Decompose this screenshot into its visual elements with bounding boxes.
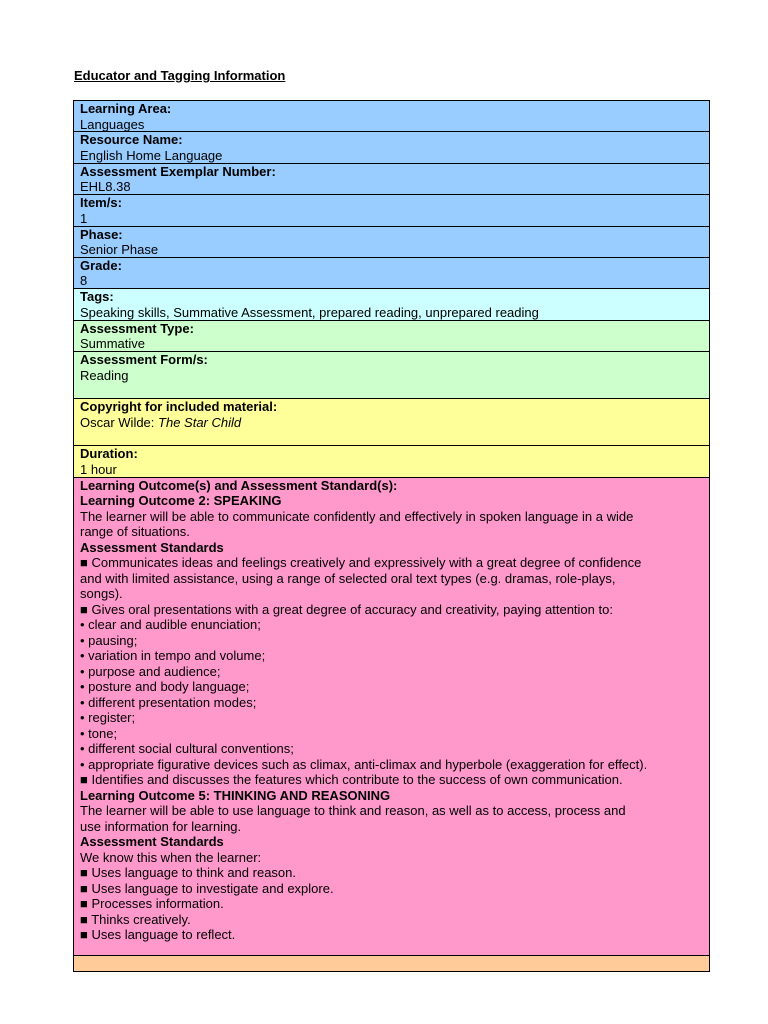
lo2-bullet: • tone; <box>80 725 118 741</box>
lo5-desc-2: use information for learning. <box>80 818 242 834</box>
exemplar-number-value: EHL8.38 <box>80 179 131 195</box>
lo2-as-title: Assessment Standards <box>80 539 224 555</box>
lo2-bullet: • appropriate figurative devices such as climax, anti-climax and hyperbole (exaggeration for effect). <box>80 756 648 772</box>
phase-value: Senior Phase <box>80 242 159 258</box>
lo5-title: Learning Outcome 5: THINKING AND REASONING <box>80 787 391 803</box>
row-phase <box>74 227 709 258</box>
lo2-bullet: • different presentation modes; <box>80 694 257 710</box>
row-exemplar-number <box>74 164 709 195</box>
tags-label: Tags: <box>80 289 114 305</box>
grade-value: 8 <box>80 273 88 289</box>
learning-area-label: Learning Area: <box>80 101 172 116</box>
exemplar-number-label: Assessment Exemplar Number: <box>80 163 276 179</box>
tags-value: Speaking skills, Summative Assessment, prepared reading, unprepared reading <box>80 304 539 320</box>
lo5-intro: We know this when the learner: <box>80 849 262 865</box>
lo2-bullet: • register; <box>80 710 136 726</box>
assessment-forms-value: Reading <box>80 367 129 383</box>
duration-value: 1 hour <box>80 461 117 477</box>
row-assessment-forms <box>74 352 709 399</box>
lo2-bullet: • clear and audible enunciation; <box>80 617 261 633</box>
row-outcomes <box>74 478 709 956</box>
items-value: 1 <box>80 210 88 226</box>
lo2-bullet: • different social cultural conventions; <box>80 741 294 757</box>
row-copyright <box>74 399 709 446</box>
row-empty-footer <box>74 956 709 971</box>
lo5-item: ■ Thinks creatively. <box>80 911 191 927</box>
assessment-type-label: Assessment Type: <box>80 320 194 336</box>
outcomes-label: Learning Outcome(s) and Assessment Standard(s): <box>80 477 398 493</box>
assessment-forms-label: Assessment Form/s: <box>80 352 208 368</box>
lo2-bullet: • variation in tempo and volume; <box>80 648 266 664</box>
lo2-bullet: • posture and body language; <box>80 679 250 695</box>
lo5-item: ■ Uses language to reflect. <box>80 927 236 943</box>
lo2-as1-1: ■ Communicates ideas and feelings creatively and expressively with a great degree of confidence <box>80 555 642 571</box>
page-heading: Educator and Tagging Information <box>74 68 286 83</box>
copyright-title: The Star Child <box>158 414 242 430</box>
learning-area-value: Languages <box>80 116 145 132</box>
lo2-title: Learning Outcome 2: SPEAKING <box>80 493 282 509</box>
items-label: Item/s: <box>80 195 122 211</box>
grade-label: Grade: <box>80 257 122 273</box>
row-resource-name <box>74 132 709 163</box>
assessment-type-value: Summative <box>80 336 146 352</box>
lo2-as1-3: songs). <box>80 586 123 602</box>
row-grade <box>74 258 709 289</box>
phase-label: Phase: <box>80 226 123 242</box>
row-items <box>74 195 709 226</box>
row-learning-area <box>74 101 709 132</box>
lo2-as3: ■ Identifies and discusses the features which contribute to the success of own communication. <box>80 772 623 788</box>
resource-name-value: English Home Language <box>80 147 223 163</box>
duration-label: Duration: <box>80 446 138 462</box>
lo2-bullet: • purpose and audience; <box>80 663 221 679</box>
lo5-item: ■ Uses language to investigate and explore. <box>80 880 334 896</box>
lo5-item: ■ Uses language to think and reason. <box>80 865 296 881</box>
lo2-desc-1: The learner will be able to communicate confidently and effectively in spoken language in a wide <box>80 508 634 524</box>
copyright-value <box>80 415 703 431</box>
tagging-table <box>73 100 710 972</box>
lo5-desc-1: The learner will be able to use language to think and reason, as well as to access, process and <box>80 803 626 819</box>
lo2-as2: ■ Gives oral presentations with a great degree of accuracy and creativity, paying attention to: <box>80 601 613 617</box>
resource-name-label: Resource Name: <box>80 132 183 148</box>
lo5-as-title: Assessment Standards <box>80 834 224 850</box>
copyright-author: Oscar Wilde: <box>80 414 155 430</box>
lo2-bullet: • pausing; <box>80 632 138 648</box>
row-duration <box>74 446 709 477</box>
lo2-as1-2: and with limited assistance, using a range of selected oral text types (e.g. dramas, role-plays, <box>80 570 616 586</box>
lo5-item: ■ Processes information. <box>80 896 224 912</box>
row-tags <box>74 289 709 320</box>
copyright-label: Copyright for included material: <box>80 399 278 415</box>
row-assessment-type <box>74 321 709 352</box>
lo2-desc-2: range of situations. <box>80 524 190 540</box>
